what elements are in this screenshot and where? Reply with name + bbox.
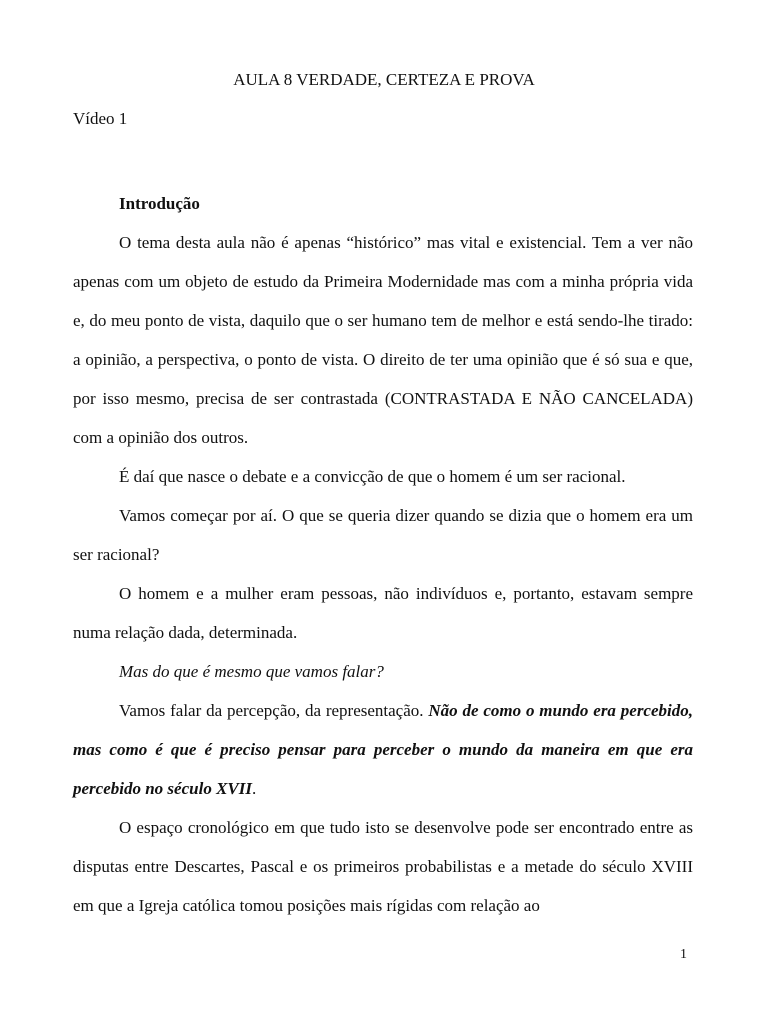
paragraph: É daí que nasce o debate e a convicção de que o homem é um ser racional. xyxy=(119,467,626,486)
paragraph: O espaço cronológico em que tudo isto se desenvolve pode ser encontrado entre as disputas entre Descartes, Pascal e os primeiros probabilistas e a metade do século XVIII em que a Igreja católica tomou posições mais rígidas com relação ao xyxy=(73,818,693,915)
paragraph-tail: . xyxy=(251,779,257,798)
paragraph-with-emphasis xyxy=(73,691,693,808)
paragraph: O homem e a mulher eram pessoas, não indivíduos e, portanto, estavam sempre numa relação dada, determinada. xyxy=(73,584,693,642)
italic-question: Mas do que é mesmo que vamos falar? xyxy=(119,662,384,681)
paragraph-lead: Vamos falar da percepção, da representação. xyxy=(119,701,429,720)
document-title: AULA 8 VERDADE, CERTEZA E PROVA xyxy=(233,70,535,89)
page-number: 1 xyxy=(680,947,687,962)
paragraph: O tema desta aula não é apenas “histórico” mas vital e existencial. Tem a ver não apenas com um objeto de estudo da Primeira Modernidade mas com a minha própria vida e, do meu ponto de vista, daquilo que o ser humano tem de melhor e está sendo-lhe tirado: a opinião, a perspectiva, o ponto de vista. O direito de ter uma opinião que é só sua e que, por isso mesmo, precisa de ser contrastada (CONTRASTADA E NÃO CANCELADA) com a opinião dos outros. xyxy=(73,233,693,447)
document-body xyxy=(73,184,693,925)
emphasized-text: Não de como o mundo era percebido, mas como é que é preciso pensar para perceber o mundo da maneira em que era percebido no século XVII xyxy=(73,701,694,798)
section-heading: Introdução xyxy=(119,194,200,213)
video-label: Vídeo 1 xyxy=(73,109,128,128)
paragraph: Vamos começar por aí. O que se queria dizer quando se dizia que o homem era um ser racional? xyxy=(73,506,693,564)
